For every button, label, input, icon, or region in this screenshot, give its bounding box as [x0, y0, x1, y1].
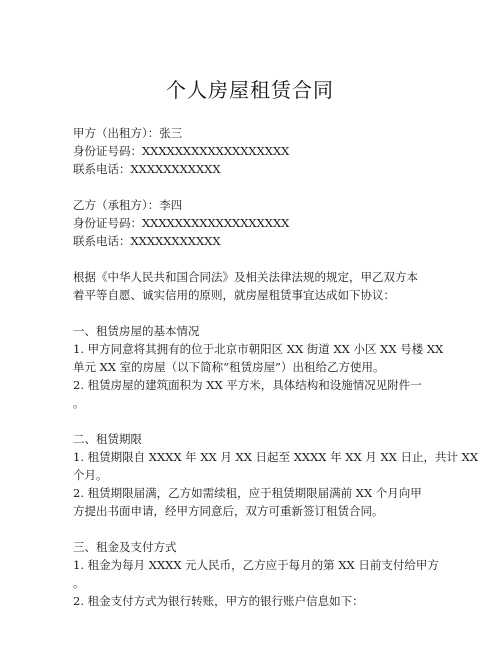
preamble	[73, 268, 433, 304]
preamble-line: 着平等自愿、诚实信用的原则，就房屋租赁事宜达成如下协议：	[73, 288, 395, 302]
party-a-id-number: 身份证号码：XXXXXXXXXXXXXXXXXX	[73, 144, 290, 158]
preamble-line: 根据《中华人民共和国合同法》及相关法律法规的规定，甲乙双方本	[73, 270, 418, 284]
party-b-phone: 联系电话：XXXXXXXXXXX	[73, 234, 221, 248]
party-a-block	[73, 124, 433, 178]
clause-line: 个月。	[73, 468, 108, 482]
party-b-block	[73, 196, 433, 250]
section-heading: 一、租赁房屋的基本情况	[73, 324, 200, 338]
section-lease-term	[73, 430, 479, 520]
section-heading: 三、租金及支付方式	[73, 540, 177, 554]
party-b-id-number: 身份证号码：XXXXXXXXXXXXXXXXXX	[73, 216, 290, 230]
page-title: 个人房屋租赁合同	[166, 78, 334, 102]
section-rent-payment	[73, 538, 439, 610]
clause-line: 1. 甲方同意将其拥有的位于北京市朝阳区 XX 街道 XX 小区 XX 号楼 XX	[73, 342, 444, 356]
party-b-name: 乙方（承租方）：李四	[73, 198, 183, 212]
party-a-name: 甲方（出租方）：张三	[73, 126, 183, 140]
clause-line: 1. 租金为每月 XXXX 元人民币，乙方应于每月的第 XX 日前支付给甲方	[73, 558, 439, 572]
section-heading: 二、租赁期限	[73, 432, 142, 446]
section-premises	[73, 322, 444, 412]
clause-line: 2. 租金支付方式为银行转账，甲方的银行账户信息如下：	[73, 594, 364, 608]
clause-line: 2. 租赁期限届满，乙方如需续租，应于租赁期限届满前 XX 个月向甲	[73, 486, 422, 500]
clause-line: 单元 XX 室的房屋（以下简称“租赁房屋”）出租给乙方使用。	[73, 360, 385, 374]
clause-line: 1. 租赁期限自 XXXX 年 XX 月 XX 日起至 XXXX 年 XX 月 XX 日止，共计 XX	[73, 450, 479, 464]
clause-line: 2. 租赁房屋的建筑面积为 XX 平方米，具体结构和设施情况见附件一	[73, 378, 422, 392]
clause-line: 方提出书面申请，经甲方同意后，双方可重新签订租赁合同。	[73, 504, 384, 518]
party-a-phone: 联系电话：XXXXXXXXXXX	[73, 162, 221, 176]
contract-body	[73, 124, 479, 610]
clause-line: 。	[73, 396, 85, 410]
clause-line: 。	[73, 576, 85, 590]
